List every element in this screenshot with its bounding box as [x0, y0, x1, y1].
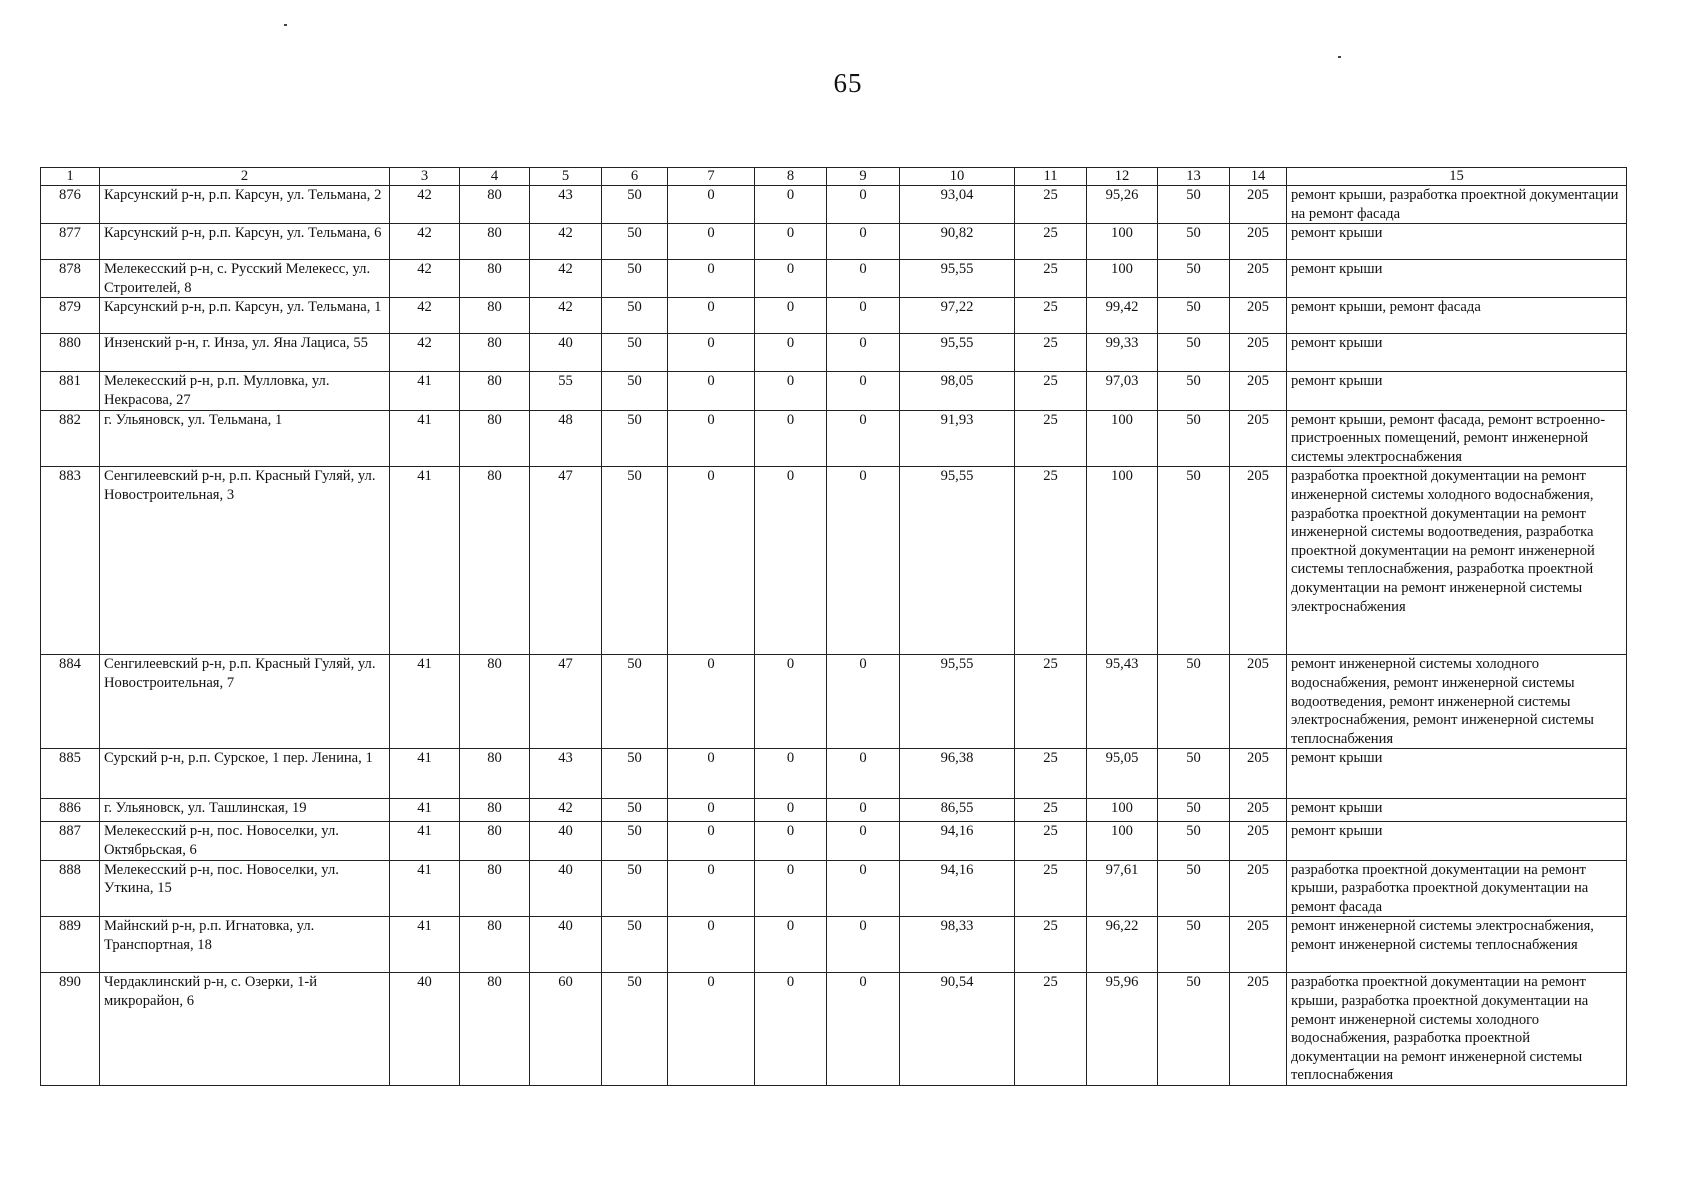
- address-cell: Инзенский р-н, г. Инза, ул. Яна Лациса, 55: [100, 334, 390, 372]
- value-cell-col4: 80: [460, 467, 530, 655]
- value-cell-col9: 0: [827, 655, 900, 749]
- column-header-11: 11: [1015, 168, 1087, 186]
- address-cell: Чердаклинский р-н, с. Озерки, 1-й микрорайон, 6: [100, 973, 390, 1086]
- value-cell-col12: 100: [1087, 260, 1158, 298]
- value-cell-col5: 40: [530, 860, 602, 917]
- value-cell-col10: 94,16: [900, 822, 1015, 860]
- value-cell-col3: 41: [390, 749, 460, 799]
- value-cell-col7: 0: [668, 973, 755, 1086]
- table-header: [41, 168, 1627, 186]
- value-cell-col5: 42: [530, 298, 602, 334]
- row-number-cell: 879: [41, 298, 100, 334]
- value-cell-col9: 0: [827, 372, 900, 410]
- table-row: [41, 410, 1627, 467]
- value-cell-col5: 40: [530, 917, 602, 973]
- address-cell: Карсунский р-н, р.п. Карсун, ул. Тельмана, 1: [100, 298, 390, 334]
- value-cell-col11: 25: [1015, 822, 1087, 860]
- value-cell-col12: 96,22: [1087, 917, 1158, 973]
- value-cell-col10: 90,82: [900, 224, 1015, 260]
- value-cell-col9: 0: [827, 749, 900, 799]
- value-cell-col14: 205: [1230, 860, 1287, 917]
- row-number-cell: 888: [41, 860, 100, 917]
- table-row: [41, 467, 1627, 655]
- column-header-9: 9: [827, 168, 900, 186]
- column-header-6: 6: [602, 168, 668, 186]
- value-cell-col7: 0: [668, 298, 755, 334]
- value-cell-col12: 100: [1087, 467, 1158, 655]
- value-cell-col3: 41: [390, 917, 460, 973]
- value-cell-col5: 48: [530, 410, 602, 467]
- column-header-15: 15: [1287, 168, 1627, 186]
- scan-speck: [284, 24, 287, 26]
- value-cell-col6: 50: [602, 467, 668, 655]
- address-cell: Мелекесский р-н, пос. Новоселки, ул. Октябрьская, 6: [100, 822, 390, 860]
- value-cell-col13: 50: [1158, 655, 1230, 749]
- value-cell-col11: 25: [1015, 749, 1087, 799]
- value-cell-col5: 55: [530, 372, 602, 410]
- value-cell-col12: 100: [1087, 822, 1158, 860]
- value-cell-col3: 41: [390, 860, 460, 917]
- value-cell-col8: 0: [755, 372, 827, 410]
- works-description-cell: ремонт крыши, ремонт фасада: [1287, 298, 1627, 334]
- value-cell-col6: 50: [602, 372, 668, 410]
- row-number-cell: 880: [41, 334, 100, 372]
- column-header-3: 3: [390, 168, 460, 186]
- value-cell-col5: 40: [530, 334, 602, 372]
- value-cell-col7: 0: [668, 860, 755, 917]
- value-cell-col12: 95,43: [1087, 655, 1158, 749]
- works-description-cell: ремонт крыши: [1287, 372, 1627, 410]
- value-cell-col8: 0: [755, 799, 827, 822]
- value-cell-col14: 205: [1230, 799, 1287, 822]
- address-cell: Сурский р-н, р.п. Сурское, 1 пер. Ленина, 1: [100, 749, 390, 799]
- value-cell-col7: 0: [668, 799, 755, 822]
- table-row: [41, 799, 1627, 822]
- value-cell-col13: 50: [1158, 224, 1230, 260]
- value-cell-col10: 94,16: [900, 860, 1015, 917]
- value-cell-col7: 0: [668, 917, 755, 973]
- table-row: [41, 298, 1627, 334]
- row-number-cell: 877: [41, 224, 100, 260]
- value-cell-col13: 50: [1158, 186, 1230, 224]
- value-cell-col4: 80: [460, 298, 530, 334]
- row-number-cell: 886: [41, 799, 100, 822]
- row-number-cell: 885: [41, 749, 100, 799]
- address-cell: Мелекесский р-н, р.п. Мулловка, ул. Некрасова, 27: [100, 372, 390, 410]
- value-cell-col3: 41: [390, 372, 460, 410]
- works-description-cell: ремонт инженерной системы холодного водоснабжения, ремонт инженерной системы водоотведения, ремонт инженерной системы электроснабжения, ремонт инженерной системы теплоснабжения: [1287, 655, 1627, 749]
- value-cell-col12: 99,33: [1087, 334, 1158, 372]
- value-cell-col11: 25: [1015, 655, 1087, 749]
- row-number-cell: 878: [41, 260, 100, 298]
- value-cell-col13: 50: [1158, 298, 1230, 334]
- value-cell-col11: 25: [1015, 917, 1087, 973]
- value-cell-col9: 0: [827, 334, 900, 372]
- value-cell-col12: 97,61: [1087, 860, 1158, 917]
- value-cell-col8: 0: [755, 860, 827, 917]
- value-cell-col13: 50: [1158, 334, 1230, 372]
- value-cell-col14: 205: [1230, 298, 1287, 334]
- table-row: [41, 822, 1627, 860]
- row-number-cell: 887: [41, 822, 100, 860]
- value-cell-col4: 80: [460, 749, 530, 799]
- value-cell-col8: 0: [755, 186, 827, 224]
- value-cell-col9: 0: [827, 410, 900, 467]
- table-row: [41, 917, 1627, 973]
- row-number-cell: 889: [41, 917, 100, 973]
- value-cell-col11: 25: [1015, 260, 1087, 298]
- value-cell-col14: 205: [1230, 334, 1287, 372]
- value-cell-col7: 0: [668, 822, 755, 860]
- value-cell-col10: 95,55: [900, 655, 1015, 749]
- value-cell-col13: 50: [1158, 467, 1230, 655]
- value-cell-col13: 50: [1158, 917, 1230, 973]
- value-cell-col8: 0: [755, 334, 827, 372]
- value-cell-col8: 0: [755, 917, 827, 973]
- value-cell-col7: 0: [668, 467, 755, 655]
- header-row: [41, 168, 1627, 186]
- table-row: [41, 655, 1627, 749]
- column-header-12: 12: [1087, 168, 1158, 186]
- row-number-cell: 876: [41, 186, 100, 224]
- value-cell-col11: 25: [1015, 467, 1087, 655]
- works-description-cell: ремонт крыши: [1287, 260, 1627, 298]
- value-cell-col9: 0: [827, 973, 900, 1086]
- column-header-1: 1: [41, 168, 100, 186]
- row-number-cell: 881: [41, 372, 100, 410]
- value-cell-col4: 80: [460, 822, 530, 860]
- value-cell-col7: 0: [668, 334, 755, 372]
- value-cell-col6: 50: [602, 822, 668, 860]
- value-cell-col13: 50: [1158, 372, 1230, 410]
- value-cell-col8: 0: [755, 298, 827, 334]
- value-cell-col4: 80: [460, 799, 530, 822]
- value-cell-col3: 42: [390, 260, 460, 298]
- column-header-7: 7: [668, 168, 755, 186]
- column-header-13: 13: [1158, 168, 1230, 186]
- value-cell-col4: 80: [460, 186, 530, 224]
- table-row: [41, 334, 1627, 372]
- row-number-cell: 882: [41, 410, 100, 467]
- value-cell-col11: 25: [1015, 334, 1087, 372]
- row-number-cell: 890: [41, 973, 100, 1086]
- value-cell-col3: 41: [390, 410, 460, 467]
- value-cell-col8: 0: [755, 822, 827, 860]
- works-description-cell: ремонт крыши: [1287, 799, 1627, 822]
- value-cell-col6: 50: [602, 860, 668, 917]
- value-cell-col4: 80: [460, 372, 530, 410]
- address-cell: Сенгилеевский р-н, р.п. Красный Гуляй, ул. Новостроительная, 3: [100, 467, 390, 655]
- value-cell-col9: 0: [827, 186, 900, 224]
- table-body: [41, 186, 1627, 1086]
- value-cell-col3: 42: [390, 334, 460, 372]
- value-cell-col14: 205: [1230, 224, 1287, 260]
- value-cell-col14: 205: [1230, 749, 1287, 799]
- value-cell-col3: 40: [390, 973, 460, 1086]
- value-cell-col5: 42: [530, 224, 602, 260]
- column-header-10: 10: [900, 168, 1015, 186]
- value-cell-col7: 0: [668, 186, 755, 224]
- value-cell-col9: 0: [827, 260, 900, 298]
- value-cell-col5: 43: [530, 749, 602, 799]
- value-cell-col7: 0: [668, 224, 755, 260]
- value-cell-col13: 50: [1158, 749, 1230, 799]
- value-cell-col12: 97,03: [1087, 372, 1158, 410]
- value-cell-col14: 205: [1230, 260, 1287, 298]
- value-cell-col7: 0: [668, 410, 755, 467]
- value-cell-col14: 205: [1230, 410, 1287, 467]
- value-cell-col5: 42: [530, 799, 602, 822]
- value-cell-col6: 50: [602, 973, 668, 1086]
- value-cell-col12: 95,05: [1087, 749, 1158, 799]
- address-cell: Сенгилеевский р-н, р.п. Красный Гуляй, ул. Новостроительная, 7: [100, 655, 390, 749]
- address-cell: Карсунский р-н, р.п. Карсун, ул. Тельмана, 2: [100, 186, 390, 224]
- works-description-cell: разработка проектной документации на ремонт крыши, разработка проектной документации на ремонт инженерной системы холодного водоснабжения, разработка проектной документации на ремонт инженерной системы теплоснабжения: [1287, 973, 1627, 1086]
- value-cell-col6: 50: [602, 917, 668, 973]
- table-row: [41, 372, 1627, 410]
- value-cell-col10: 95,55: [900, 260, 1015, 298]
- table-row: [41, 186, 1627, 224]
- value-cell-col11: 25: [1015, 224, 1087, 260]
- value-cell-col14: 205: [1230, 973, 1287, 1086]
- scan-speck: [1338, 56, 1341, 58]
- value-cell-col13: 50: [1158, 822, 1230, 860]
- value-cell-col6: 50: [602, 799, 668, 822]
- value-cell-col3: 42: [390, 186, 460, 224]
- value-cell-col14: 205: [1230, 186, 1287, 224]
- value-cell-col11: 25: [1015, 973, 1087, 1086]
- column-header-8: 8: [755, 168, 827, 186]
- value-cell-col9: 0: [827, 298, 900, 334]
- value-cell-col3: 42: [390, 224, 460, 260]
- column-header-14: 14: [1230, 168, 1287, 186]
- value-cell-col11: 25: [1015, 372, 1087, 410]
- value-cell-col8: 0: [755, 655, 827, 749]
- value-cell-col12: 100: [1087, 799, 1158, 822]
- value-cell-col11: 25: [1015, 298, 1087, 334]
- value-cell-col8: 0: [755, 224, 827, 260]
- value-cell-col14: 205: [1230, 822, 1287, 860]
- address-cell: г. Ульяновск, ул. Ташлинская, 19: [100, 799, 390, 822]
- value-cell-col10: 95,55: [900, 467, 1015, 655]
- address-cell: Майнский р-н, р.п. Игнатовка, ул. Транспортная, 18: [100, 917, 390, 973]
- value-cell-col6: 50: [602, 655, 668, 749]
- works-description-cell: ремонт крыши: [1287, 822, 1627, 860]
- value-cell-col13: 50: [1158, 410, 1230, 467]
- works-description-cell: ремонт инженерной системы электроснабжения, ремонт инженерной системы теплоснабжения: [1287, 917, 1627, 973]
- value-cell-col6: 50: [602, 260, 668, 298]
- works-description-cell: ремонт крыши: [1287, 334, 1627, 372]
- works-description-cell: ремонт крыши, ремонт фасада, ремонт встроенно-пристроенных помещений, ремонт инженерной системы электроснабжения: [1287, 410, 1627, 467]
- value-cell-col14: 205: [1230, 372, 1287, 410]
- table-row: [41, 224, 1627, 260]
- value-cell-col10: 91,93: [900, 410, 1015, 467]
- value-cell-col14: 205: [1230, 917, 1287, 973]
- column-header-5: 5: [530, 168, 602, 186]
- value-cell-col10: 93,04: [900, 186, 1015, 224]
- value-cell-col4: 80: [460, 655, 530, 749]
- value-cell-col8: 0: [755, 467, 827, 655]
- value-cell-col9: 0: [827, 224, 900, 260]
- value-cell-col11: 25: [1015, 410, 1087, 467]
- value-cell-col9: 0: [827, 799, 900, 822]
- address-cell: г. Ульяновск, ул. Тельмана, 1: [100, 410, 390, 467]
- value-cell-col4: 80: [460, 410, 530, 467]
- column-header-2: 2: [100, 168, 390, 186]
- value-cell-col5: 40: [530, 822, 602, 860]
- value-cell-col11: 25: [1015, 186, 1087, 224]
- address-cell: Мелекесский р-н, пос. Новоселки, ул. Уткина, 15: [100, 860, 390, 917]
- value-cell-col11: 25: [1015, 860, 1087, 917]
- value-cell-col5: 47: [530, 655, 602, 749]
- value-cell-col4: 80: [460, 260, 530, 298]
- value-cell-col10: 97,22: [900, 298, 1015, 334]
- works-description-cell: ремонт крыши: [1287, 749, 1627, 799]
- works-description-cell: ремонт крыши, разработка проектной документации на ремонт фасада: [1287, 186, 1627, 224]
- value-cell-col12: 100: [1087, 410, 1158, 467]
- address-cell: Карсунский р-н, р.п. Карсун, ул. Тельмана, 6: [100, 224, 390, 260]
- value-cell-col12: 100: [1087, 224, 1158, 260]
- value-cell-col3: 41: [390, 822, 460, 860]
- value-cell-col3: 41: [390, 467, 460, 655]
- column-header-4: 4: [460, 168, 530, 186]
- row-number-cell: 884: [41, 655, 100, 749]
- value-cell-col10: 96,38: [900, 749, 1015, 799]
- value-cell-col7: 0: [668, 749, 755, 799]
- value-cell-col11: 25: [1015, 799, 1087, 822]
- table-row: [41, 749, 1627, 799]
- housing-repair-table: [40, 167, 1627, 1086]
- value-cell-col9: 0: [827, 917, 900, 973]
- value-cell-col3: 41: [390, 655, 460, 749]
- table-row: [41, 973, 1627, 1086]
- value-cell-col3: 41: [390, 799, 460, 822]
- value-cell-col6: 50: [602, 410, 668, 467]
- value-cell-col5: 47: [530, 467, 602, 655]
- value-cell-col9: 0: [827, 467, 900, 655]
- value-cell-col8: 0: [755, 410, 827, 467]
- works-description-cell: разработка проектной документации на ремонт инженерной системы холодного водоснабжения, разработка проектной документации на ремонт инженерной системы водоотведения, разработка проектной документации на ремонт инженерной системы теплоснабжения, разработка проектной документации на ремонт инженерной системы электроснабжения: [1287, 467, 1627, 655]
- value-cell-col12: 95,26: [1087, 186, 1158, 224]
- value-cell-col6: 50: [602, 224, 668, 260]
- value-cell-col13: 50: [1158, 799, 1230, 822]
- value-cell-col8: 0: [755, 973, 827, 1086]
- value-cell-col8: 0: [755, 260, 827, 298]
- value-cell-col4: 80: [460, 917, 530, 973]
- value-cell-col10: 98,33: [900, 917, 1015, 973]
- page-number: 65: [833, 68, 863, 98]
- value-cell-col4: 80: [460, 334, 530, 372]
- table-row: [41, 860, 1627, 917]
- value-cell-col10: 98,05: [900, 372, 1015, 410]
- value-cell-col12: 95,96: [1087, 973, 1158, 1086]
- value-cell-col12: 99,42: [1087, 298, 1158, 334]
- table-row: [41, 260, 1627, 298]
- value-cell-col3: 42: [390, 298, 460, 334]
- value-cell-col13: 50: [1158, 973, 1230, 1086]
- value-cell-col10: 86,55: [900, 799, 1015, 822]
- value-cell-col10: 90,54: [900, 973, 1015, 1086]
- value-cell-col6: 50: [602, 298, 668, 334]
- value-cell-col6: 50: [602, 186, 668, 224]
- value-cell-col9: 0: [827, 822, 900, 860]
- value-cell-col4: 80: [460, 224, 530, 260]
- value-cell-col5: 43: [530, 186, 602, 224]
- value-cell-col7: 0: [668, 655, 755, 749]
- value-cell-col7: 0: [668, 260, 755, 298]
- value-cell-col8: 0: [755, 749, 827, 799]
- value-cell-col13: 50: [1158, 860, 1230, 917]
- value-cell-col13: 50: [1158, 260, 1230, 298]
- row-number-cell: 883: [41, 467, 100, 655]
- value-cell-col7: 0: [668, 372, 755, 410]
- value-cell-col6: 50: [602, 749, 668, 799]
- address-cell: Мелекесский р-н, с. Русский Мелекесс, ул. Строителей, 8: [100, 260, 390, 298]
- value-cell-col10: 95,55: [900, 334, 1015, 372]
- value-cell-col4: 80: [460, 860, 530, 917]
- value-cell-col14: 205: [1230, 467, 1287, 655]
- value-cell-col9: 0: [827, 860, 900, 917]
- works-description-cell: разработка проектной документации на ремонт крыши, разработка проектной документации на ремонт фасада: [1287, 860, 1627, 917]
- value-cell-col14: 205: [1230, 655, 1287, 749]
- works-description-cell: ремонт крыши: [1287, 224, 1627, 260]
- value-cell-col5: 42: [530, 260, 602, 298]
- value-cell-col4: 80: [460, 973, 530, 1086]
- value-cell-col6: 50: [602, 334, 668, 372]
- value-cell-col5: 60: [530, 973, 602, 1086]
